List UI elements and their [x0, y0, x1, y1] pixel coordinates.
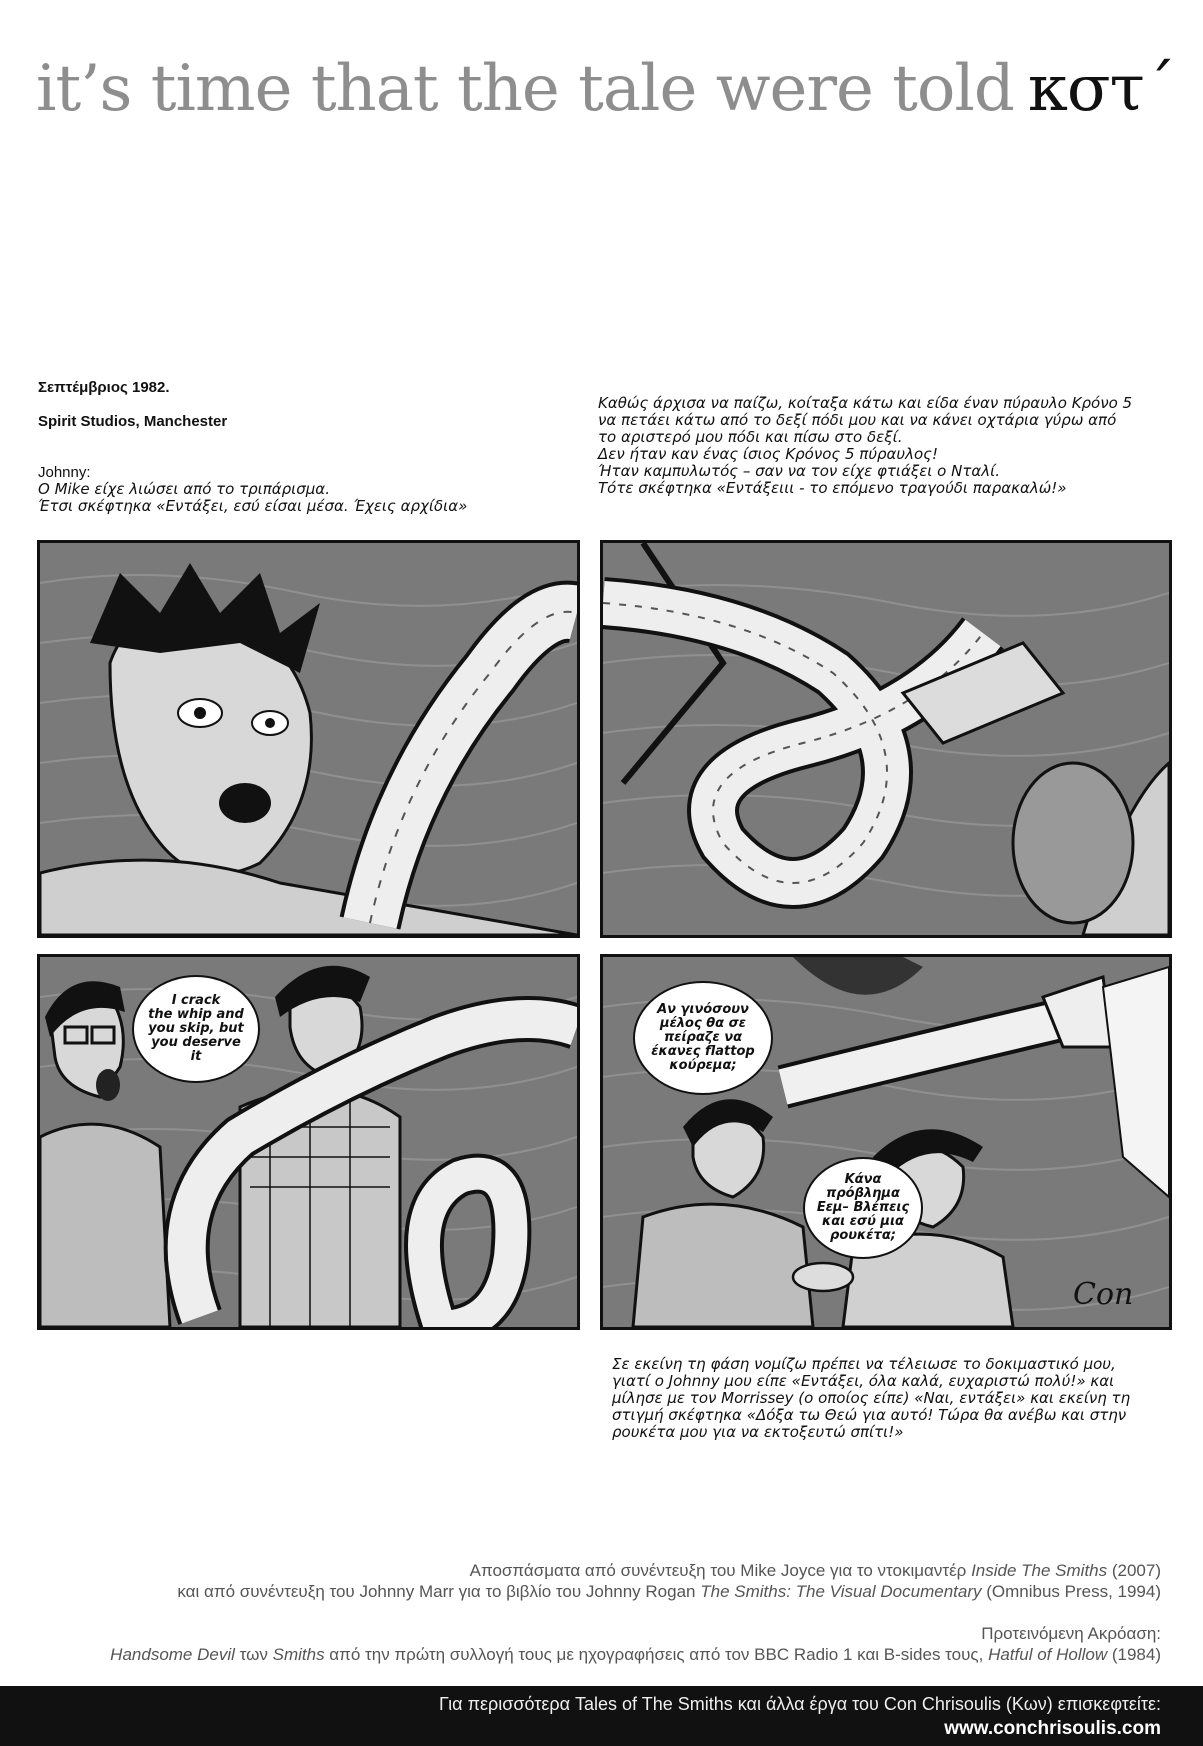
panel-3: [37, 954, 580, 1330]
rec-description: από την πρώτη συλλογή τους με ηχογραφήσεις από τον BBC Radio 1 και B-sides τους,: [324, 1645, 989, 1664]
rec-song: Handsome Devil: [110, 1645, 235, 1664]
page-title: [36, 52, 1175, 126]
rec-year: (1984): [1107, 1645, 1161, 1664]
speech-bubble-mike: Κάνα πρόβλημα Εεμ– Βλέπεις και εσύ μια ρουκέτα;: [803, 1157, 923, 1259]
speech-bubble-morrissey: I crack the whip and you skip, but you deserve it: [132, 975, 260, 1083]
johnny-quote: Ο Mike είχε λιώσει από το τριπάρισμα. Έτσι σκέφτηκα «Εντάξει, εσύ είσαι μέσα. Έχεις αρχίδια»: [38, 480, 468, 515]
recommended-line: [110, 1644, 1161, 1665]
title-text: it’s time that the tale were told: [36, 52, 1014, 126]
credit-line-2: [177, 1581, 1161, 1602]
credit-2-title: The Smiths: The Visual Documentary: [700, 1582, 982, 1601]
panel-3-art: [40, 957, 577, 1327]
footer-bar: [0, 1686, 1203, 1746]
footer-text: Για περισσότερα Tales of The Smiths και άλλα έργα του Con Chrisoulis (Κων) επισκεφτείτε:: [439, 1694, 1161, 1714]
panel-2: [600, 540, 1172, 938]
rec-band: Smiths: [272, 1645, 325, 1664]
caption-bottom-right: Σε εκείνη τη φάση νομίζω πρέπει να τέλειωσε το δοκιμαστικό μου, γιατί ο Johnny μου είπε «Εντάξει, όλα καλά, ευχαριστώ πολύ!» και μίλησε με τον Morrissey (ο οποίος είπε) «Ναι, εντάξει» και εκείνη τη στιγμή σκέφτηκα «Δόξα τω Θεώ για αυτό! Τώρα θα ανέβω και στην ρουκέτα μου για να εκτοξευτώ σπίτι!»: [612, 1355, 1131, 1441]
credits-sources: [177, 1560, 1161, 1602]
recommended-label: Προτεινόμενη Ακρόαση:: [981, 1624, 1161, 1643]
panel-4: [600, 954, 1172, 1330]
rec-of: των: [234, 1645, 273, 1664]
panel-1-art: [40, 543, 577, 935]
speech-bubble-johnny: Αν γινόσουν μέλος θα σε πείραζε να έκανες flattop κούρεμα;: [633, 981, 773, 1095]
panel-1: [37, 540, 580, 938]
caption-place: Spirit Studios, Manchester: [38, 413, 228, 430]
website-link[interactable]: www.conchrisoulis.com: [944, 1718, 1161, 1739]
credit-2-text: και από συνέντευξη του Johnny Marr για το βιβλίο του Johnny Rogan: [177, 1582, 701, 1601]
caption-date: Σεπτέμβριος 1982.: [38, 379, 170, 396]
artist-signature: Con: [1073, 1277, 1134, 1312]
credit-1-title: Inside The Smiths: [971, 1561, 1108, 1580]
credits-recommended: [110, 1623, 1161, 1665]
caption-top-right: Καθώς άρχισα να παίζω, κοίταξα κάτω και είδα έναν πύραυλο Κρόνο 5 να πετάει κάτω από το δεξί πόδι μου και να κάνει οχτάρια γύρω από το αριστερό μου πόδι και πίσω στο δεξί. Δεν ήταν καν ένας ίσιος Κρόνος 5 πύραυλος! Ήταν καμπυλωτός – σαν να τον είχε φτιάξει ο Νταλί. Τότε σκέφτηκα «Εντάξειιι - το επόμενο τραγούδι παρακαλώ!»: [598, 394, 1133, 497]
credit-2-publisher: (Omnibus Press, 1994): [981, 1582, 1161, 1601]
panel-2-art: [603, 543, 1169, 935]
credit-1-text: Αποσπάσματα από συνέντευξη του Mike Joyce για το ντοκιμαντέρ: [469, 1561, 972, 1580]
johnny-label: Johnny:: [38, 464, 91, 481]
episode-tag: κστ΄: [1027, 52, 1175, 126]
rec-album: Hatful of Hollow: [988, 1645, 1108, 1664]
credit-1-year: (2007): [1107, 1561, 1161, 1580]
caption-johnny: [38, 447, 538, 515]
credit-line-1: [177, 1560, 1161, 1581]
